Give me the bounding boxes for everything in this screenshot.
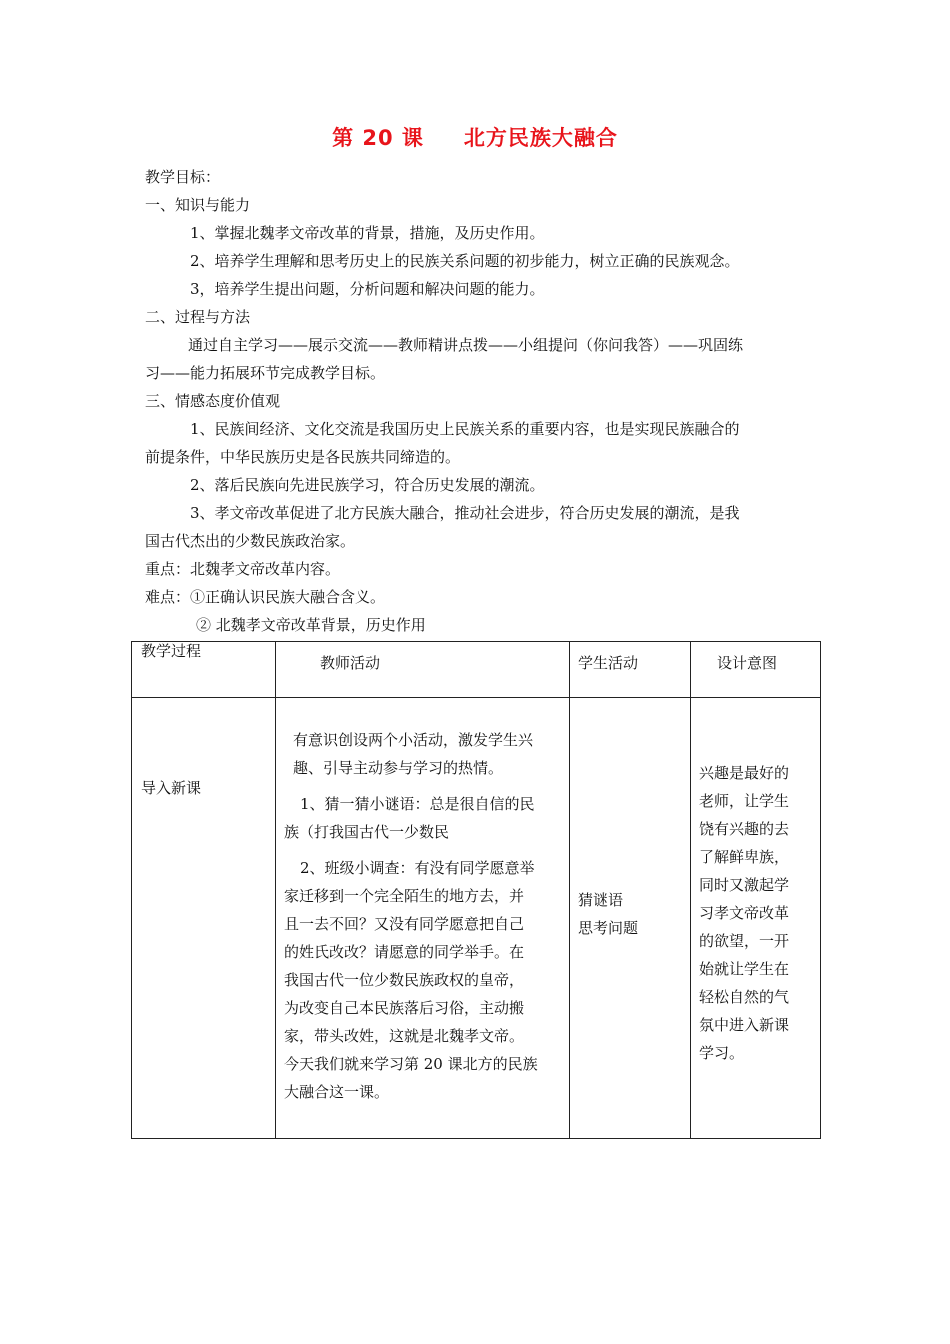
header-student: 学生活动 <box>570 642 691 698</box>
lesson-name: 北方民族大融合 <box>463 126 618 150</box>
section3-item3-line: 国古代杰出的少数民族政治家。 <box>145 532 356 550</box>
key-point: 重点：北魏孝文帝改革内容。 <box>145 560 341 578</box>
section2-heading: 二、过程与方法 <box>145 308 251 326</box>
header-design: 设计意图 <box>691 642 821 698</box>
row-teacher-activity: 有意识创设两个小活动，激发学生兴 趣、引导主动参与学习的热情。 1、猜一猜小谜语：总是很自信的民 族（打我国古代一少数民 2、班级小调查：有没有同学愿意举 家迁移到一个完全陌生的地方去，并 且一去不回？又没有同学愿意把自己 的姓氏改改？请愿意的同学举手。在 我国古代一位少数民族政权的皇帝， 为改变自己本民族落后习俗，主动搬 家，带头改姓，这就是北魏孝文帝。 今天我们就来学习第 20 课北方的民族 大融合这一课。 <box>276 698 570 1139</box>
section2-line: 通过自主学习——展示交流——教师精讲点拨——小组提问（你问我答）——巩固练 <box>188 336 744 354</box>
table-row <box>132 698 821 1139</box>
section3-item1-line: 1、民族间经济、文化交流是我国历史上民族关系的重要内容，也是实现民族融合的 <box>190 420 740 438</box>
difficulty-line1: 难点：①正确认识民族大融合含义。 <box>145 588 386 606</box>
section2-line: 习——能力拓展环节完成教学目标。 <box>145 364 386 382</box>
section3-item2: 2、落后民族向先进民族学习，符合历史发展的潮流。 <box>190 476 545 494</box>
difficulty-line2: ② 北魏孝文帝改革背景，历史作用 <box>196 616 426 634</box>
section3-item3-line: 3、孝文帝改革促进了北方民族大融合，推动社会进步，符合历史发展的潮流，是我 <box>190 504 740 522</box>
section3-item1-line: 前提条件，中华民族历史是各民族共同缔造的。 <box>145 448 461 466</box>
section3-heading: 三、情感态度价值观 <box>145 392 281 410</box>
lesson-number: 第 20 课 <box>332 126 424 150</box>
section1-heading: 一、知识与能力 <box>145 196 251 214</box>
section1-item: 3，培养学生提出问题，分析问题和解决问题的能力。 <box>190 280 545 298</box>
header-process: 教学过程 <box>132 642 276 698</box>
row-process: 导入新课 <box>132 698 276 1139</box>
table-header-row <box>132 642 821 698</box>
header-teacher: 教师活动 <box>276 642 570 698</box>
row-design-intent: 兴趣是最好的 老师，让学生 饶有兴趣的去 了解鲜卑族， 同时又激起学 习孝文帝改革 的欲望，一开 始就让学生在 轻松自然的气 氛中进入新课 学习。 <box>691 698 821 1139</box>
objectives-heading: 教学目标： <box>145 168 221 186</box>
row-student-activity: 猜谜语 思考问题 <box>570 698 691 1139</box>
teaching-plan-table <box>131 641 821 1139</box>
page-title <box>0 122 950 152</box>
section1-item: 1、掌握北魏孝文帝改革的背景，措施，及历史作用。 <box>190 224 545 242</box>
section1-item: 2、培养学生理解和思考历史上的民族关系问题的初步能力，树立正确的民族观念。 <box>190 252 740 270</box>
